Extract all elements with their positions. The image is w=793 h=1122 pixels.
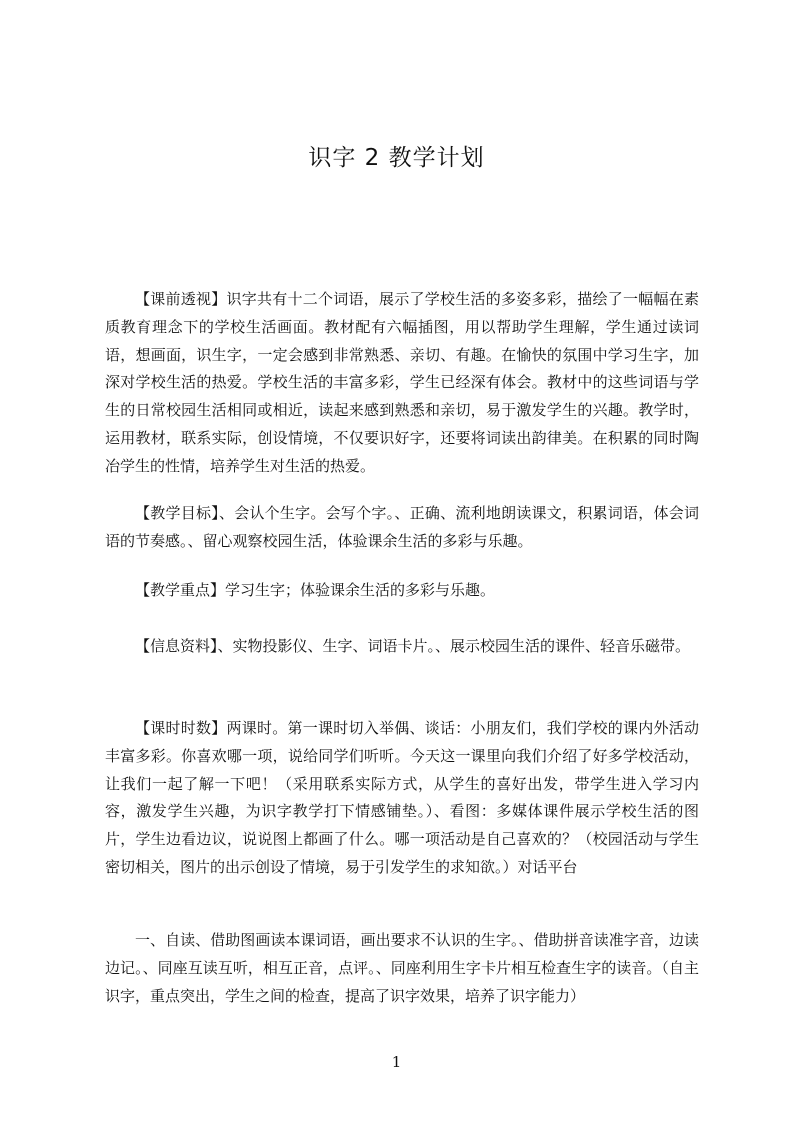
paragraph-resources: 【信息资料】、实物投影仪、生字、词语卡片。、展示校园生活的课件、轻音乐磁带。 — [135, 637, 691, 655]
page-title: 识字 2 教学计划 — [308, 145, 485, 171]
paragraph-class-hours: 【课时时数】两课时。第一课时切入举偶、谈话：小朋友们，我们学校的课内外活动丰富多彩。你喜欢哪一项，说给同学们听听。今天这一课里向我们介绍了好多学校活动，让我们一起了解一下吧！（采用联系实际方式，从学生的喜好出发，带学生进入学习内容，激发学生兴趣，为识字教学打下情感铺垫。）、看图：多媒体课件展示学校生活的图片，学生边看边议，说说图上都画了什么。哪一项活动是自己喜欢的？（校园活动与学生密切相关，图片的出示创设了情境，易于引发学生的求知欲。）对话平台 — [105, 719, 699, 876]
paragraph-preview: 【课前透视】识字共有十二个词语，展示了学校生活的多姿多彩，描绘了一幅幅在素质教育理念下的学校生活画面。教材配有六幅插图，用以帮助学生理解，学生通过读词语，想画面，识生字，一定会感到非常熟悉、亲切、有趣。在愉快的氛围中学习生字，加深对学校生活的热爱。学校生活的丰富多彩，学生已经深有体会。教材中的这些词语与学生的日常校园生活相同或相近，读起来感到熟悉和亲切，易于激发学生的兴趣。教学时，运用教材，联系实际，创设情境，不仅要识好字，还要将词读出韵律美。在积累的同时陶冶学生的性情，培养学生对生活的热爱。 — [105, 290, 699, 475]
paragraph-key-points: 【教学重点】学习生字；体验课余生活的多彩与乐趣。 — [135, 581, 496, 599]
paragraph-self-reading: 一、自读、借助图画读本课词语，画出要求不认识的生字。、借助拼音读准字音，边读边记。、同座互读互听，相互正音，点评。、同座利用生字卡片相互检查生字的读音。（自主识字，重点突出，学生之间的检查，提高了识字效果，培养了识字能力） — [105, 931, 699, 1005]
page-number: 1 — [391, 1053, 402, 1071]
paragraph-objectives: 【教学目标】、会认个生字。会写个字。、正确、流利地朗读课文，积累词语，体会词语的节奏感。、留心观察校园生活，体验课余生活的多彩与乐趣。 — [105, 504, 699, 550]
